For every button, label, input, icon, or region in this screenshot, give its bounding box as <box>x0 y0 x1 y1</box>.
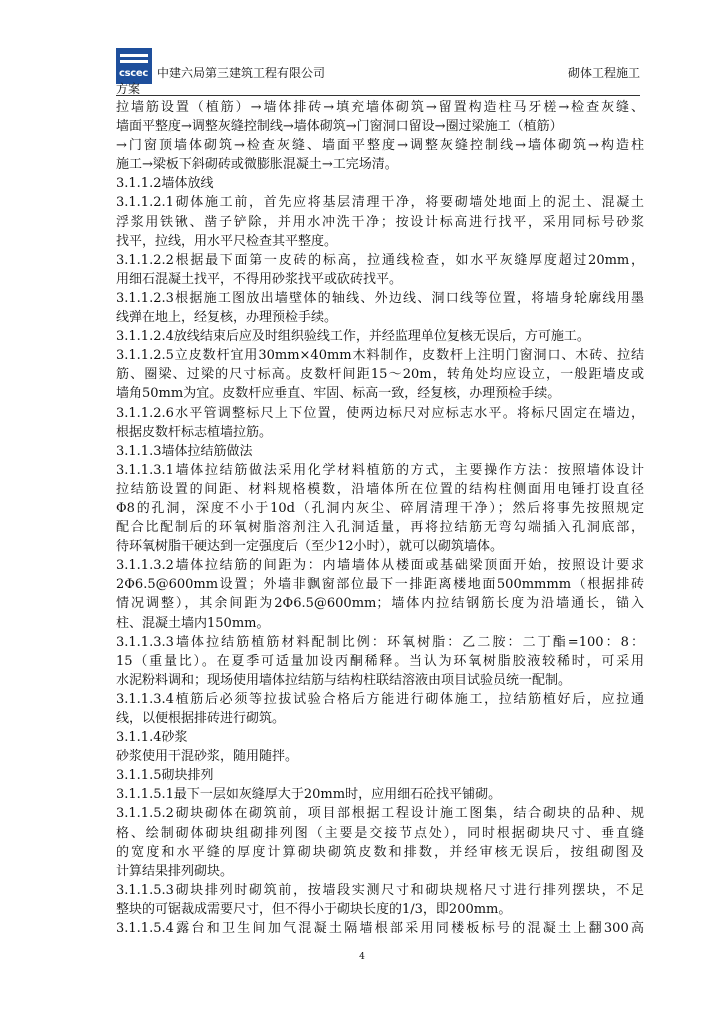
text-line: 格、绘制砌体砌块组砌排列图（主要是交接节点处），同时根据砌块尺寸、垂直缝 <box>116 825 644 841</box>
text-line: 3.1.1.2墙体放线 <box>116 176 214 192</box>
text-line: 线，以便根据排砖进行砌筑。 <box>116 711 286 726</box>
text-line: 3.1.1.3.4植筋后必须等拉拔试验合格后方能进行砌体施工，拉结筋植好后，应拉通 <box>116 691 644 707</box>
text-line: 15（重量比）。在夏季可适量加设丙酮稀释。当认为环氧树脂胶液较稀时，可采用 <box>116 653 644 669</box>
company-logo <box>116 48 152 84</box>
text-line: 墙面平整度→调整灰缝控制线→墙体砌筑→门窗洞口留设→圈过梁施工（植筋） <box>116 119 563 135</box>
text-line: 配合比配制后的环氧树脂溶剂注入孔洞适量，再将拉结筋无弯勾端插入孔洞底部， <box>116 520 644 536</box>
text-line: 3.1.1.2.2根据最下面第一皮砖的标高，拉通线检查，如水平灰缝厚度超过20mm， <box>116 252 644 268</box>
text-line: 3.1.1.3墙体拉结筋做法 <box>116 443 253 459</box>
text-line: 筋、圈梁、过梁的尺寸标高。皮数杆间距15～20m，转角处均应设立，一般距墙皮或 <box>116 367 644 383</box>
text-line: 3.1.1.2.5立皮数杆宜用30mm×40mm木料制作，皮数杆上注明门窗洞口、木砖、拉结 <box>116 348 644 364</box>
text-line: Φ8的孔洞，深度不小于10d（孔洞内灰尘、碎屑清理干净）；然后将事先按照规定 <box>116 500 644 516</box>
logo-text: cscec <box>119 68 149 79</box>
text-line: 3.1.1.2.3根据施工图放出墙壁体的轴线、外边线、洞口线等位置，将墙身轮廓线用墨 <box>116 290 644 306</box>
text-line: 砂浆使用干混砂浆，随用随拌。 <box>116 749 299 765</box>
document-body <box>116 98 644 938</box>
text-line: 线弹在地上，经复核，办理预检手续。 <box>116 310 338 326</box>
text-line: 3.1.1.3.2墙体拉结筋的间距为：内墙墙体从楼面或基础梁顶面开始，按照设计要求 <box>116 558 644 574</box>
company-name: 中建六局第三建筑工程有限公司 <box>157 66 326 80</box>
text-line: →门窗顶墙体砌筑→检查灰缝、墙面平整度→调整灰缝控制线→墙体砌筑→构造柱 <box>116 138 644 154</box>
header-divider <box>116 95 640 96</box>
document-title-continued: 方案 <box>116 82 141 96</box>
text-line: 3.1.1.4砂浆 <box>116 730 188 746</box>
text-line: 3.1.1.3.3墙体拉结筋植筋材料配制比例：环氧树脂：乙二胺：二丁酯=100：8： <box>116 634 644 650</box>
text-line: 施工→梁板下斜砌砖或微膨胀混凝土→工完场清。 <box>116 157 398 173</box>
text-line: 3.1.1.5.3砌块排列时砌筑前，按墙段实测尺寸和砌块规格尺寸进行排列摆块，不足 <box>116 882 644 898</box>
text-line: 浮浆用铁锹、凿子铲除，并用水冲洗干净；按设计标高进行找平，采用同标号砂浆 <box>116 214 644 230</box>
text-line: 情况调整），其余间距为2Φ6.5@600mm；墙体内拉结钢筋长度为沿墙通长，锚入 <box>116 596 644 612</box>
text-line: 拉结筋设置的间距、材料规格模数，沿墙体所在位置的结构柱侧面用电锤打设直径 <box>116 481 644 497</box>
page-header <box>116 48 640 94</box>
text-line: 3.1.1.2.1砌体施工前，首先应将基层清理干净，将要砌墙处地面上的泥土、混凝土 <box>116 195 644 211</box>
text-line: 柱、混凝土墙内150mm。 <box>116 615 270 631</box>
text-line: 3.1.1.5.4露台和卫生间加气混凝土隔墙根部采用同楼板标号的混凝土上翻300高 <box>116 921 644 937</box>
text-line: 水泥粉料调和；现场使用墙体拉结筋与结构柱联结溶液由项目试验员统一配制。 <box>116 672 572 688</box>
text-line: 3.1.1.5.2砌块砌体在砌筑前，项目部根据工程设计施工图集，结合砌块的品种、规 <box>116 806 644 822</box>
text-line: 计算结果排列砌块。 <box>116 863 234 879</box>
text-line: 3.1.1.3.1墙体拉结筋做法采用化学材料植筋的方式，主要操作方法：按照墙体设计 <box>116 462 644 478</box>
page-number: 4 <box>359 952 365 962</box>
text-line: 用细石混凝土找平，不得用砂浆找平或砍砖找平。 <box>116 271 403 287</box>
text-line: 墙角50mm为宜。皮数杆应垂直、牢固、标高一致，经复核，办理预检手续。 <box>116 386 561 402</box>
text-line: 3.1.1.5.1最下一层如灰缝厚大于20mm时，应用细石砼找平铺砌。 <box>116 787 502 803</box>
text-line: 待环氧树脂干硬达到一定强度后（至少12小时），就可以砌筑墙体。 <box>116 539 504 555</box>
text-line: 找平，拉线，用水平尺检查其平整度。 <box>116 233 338 249</box>
text-line: 3.1.1.2.4放线结束后应及时组织验线工作，并经监理单位复核无误后，方可施工。 <box>116 329 590 345</box>
text-line: 整块的可锯裁成需要尺寸，但不得小于砌块长度的1/3，即200mm。 <box>116 901 512 917</box>
text-line: 3.1.1.2.6水平管调整标尺上下位置，使两边标尺对应标志水平。将标尺固定在墙边， <box>116 405 644 421</box>
text-line: 根据皮数杆标志植墙拉筋。 <box>116 424 273 440</box>
text-line: 的宽度和水平缝的厚度计算砌块砌筑皮数和排数，并经审核无误后，按组砌图及 <box>116 844 644 860</box>
text-line: 2Φ6.5@600mm设置；外墙非飘窗部位最下一排距离楼地面500mmmm（根据排砖 <box>116 577 644 593</box>
text-line: 3.1.1.5砌块排列 <box>116 768 214 784</box>
document-title: 砌体工程施工 <box>567 66 640 80</box>
text-line: 拉墙筋设置（植筋）→墙体排砖→填充墙体砌筑→留置构造柱马牙槎→检查灰缝、 <box>116 100 644 115</box>
